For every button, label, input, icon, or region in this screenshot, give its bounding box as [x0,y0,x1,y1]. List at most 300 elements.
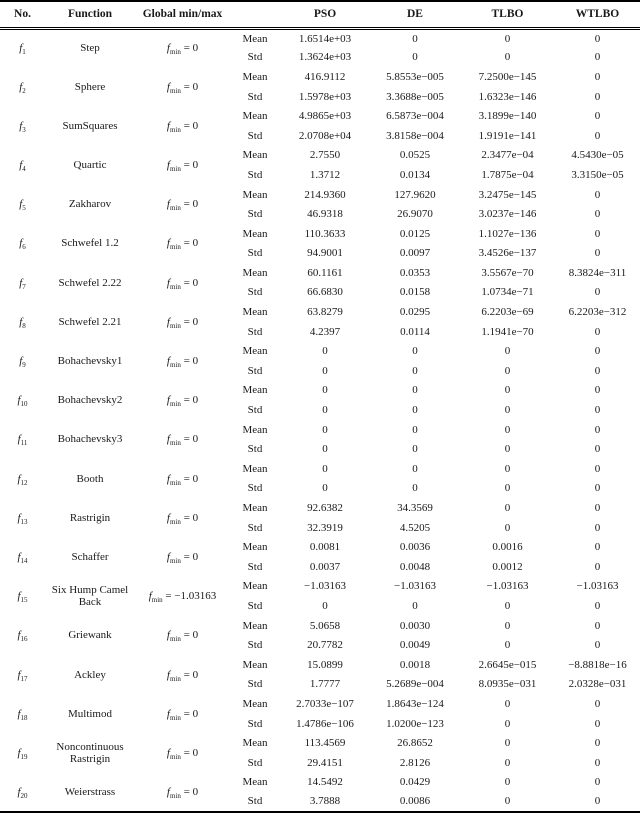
value-cell: 0 [594,737,601,750]
value-cell: 113.4569 [304,737,346,750]
function-name: Step [80,42,100,55]
global-min-value: $f_{min} = 0$ [166,198,199,213]
function-symbol: f [166,80,170,93]
stat-label-std: Std [247,51,263,64]
value-cell: 32.3919 [307,521,343,534]
value-cell: 3.3688e−005 [386,90,444,103]
function-name: SumSquares [62,119,118,132]
function-name: Schaffer [71,550,109,563]
function-symbol: f [19,198,23,211]
value-cell: 0.0114 [400,325,430,338]
function-symbol: f [166,355,170,368]
function-symbol: f [166,198,170,211]
col-header-tlbo: TLBO [460,1,555,28]
global-min-value: $f_{min} = 0$ [166,315,199,331]
value-cell: 15.0899 [307,658,343,671]
subscript: min [169,400,181,409]
stat-label-mean: Mean [242,423,268,436]
value-cell: 26.8652 [397,737,433,750]
function-name: Rastrigin [69,511,111,524]
stat-label-std: Std [247,756,263,769]
stat-label-std: Std [247,560,263,573]
table-row-mean [0,106,640,126]
value-cell: 0.0429 [399,776,431,789]
stat-label-mean: Mean [242,697,268,710]
function-symbol: f [166,746,170,759]
value-cell: 0.0097 [399,247,431,260]
value-cell: 0 [412,423,418,436]
global-min-value: $f_{min} = 0$ [166,237,199,252]
subscript: 13 [20,517,28,526]
subscript: min [169,557,181,566]
function-symbol: f [19,119,23,132]
value-cell: 0 [504,776,511,789]
value-cell: 0 [594,443,601,456]
value-cell: 0 [594,599,601,612]
value-cell: 3.5567e−70 [481,266,534,279]
value-cell: 3.4526e−137 [478,247,537,260]
function-symbol: f [166,276,170,289]
stat-label-mean: Mean [242,502,268,514]
function-name: Schwefel 1.2 [61,237,119,250]
function-symbol: f [166,550,170,563]
col-header-stat [230,1,280,28]
function-symbol: f [19,237,23,250]
subscript: 2 [22,86,26,95]
subscript: min [169,204,181,213]
value-cell: 0.0353 [399,266,431,279]
subscript: 6 [22,243,26,252]
value-cell: 1.3712 [309,168,341,181]
value-cell: 0.0086 [399,795,431,808]
stat-label-mean: Mean [242,462,268,475]
header-row [0,1,640,28]
value-cell: 5.8553e−005 [386,70,444,83]
table-row-mean [0,655,640,675]
function-symbol: f [19,80,23,93]
value-cell: 1.7875e−04 [481,168,534,181]
value-cell: 1.8643e−124 [386,697,444,710]
function-symbol: f [166,315,170,328]
table-row-mean [0,537,640,557]
table-body [0,28,640,812]
value-cell: 0 [504,423,511,436]
subscript: min [169,282,181,291]
stat-label-mean: Mean [242,345,268,358]
function-symbol: f [17,707,21,720]
function-number [0,537,45,576]
value-cell: 0 [504,482,511,495]
value-cell: 1.6323e−146 [478,90,537,103]
value-cell: 0 [504,737,511,750]
value-cell: 0 [504,345,511,358]
subscript: 5 [22,204,26,213]
value-cell: 0 [412,462,418,475]
value-cell: 2.8126 [399,756,431,769]
value-cell: 0 [412,51,418,64]
value-cell: 0 [504,599,511,612]
function-symbol: f [17,550,21,563]
table-row-mean [0,146,640,166]
col-header-function: Function [45,1,135,28]
function-number [0,498,45,537]
stat-label-mean: Mean [242,619,268,632]
value-cell: 0 [594,756,601,769]
function-symbol: f [166,472,170,485]
value-cell: 2.7550 [309,149,341,162]
value-cell: 29.4151 [307,756,343,769]
value-cell: 0 [322,423,328,436]
value-cell: 416.9112 [304,70,346,83]
value-cell: 0 [504,756,511,769]
value-cell: 0 [594,697,601,710]
value-cell: 0 [504,639,511,652]
stat-label-std: Std [247,639,263,652]
stat-label-std: Std [247,404,263,417]
function-number [0,773,45,812]
global-min-value: $f_{min} = 0$ [166,394,199,409]
subscript: 3 [22,126,26,135]
value-cell: 94.9001 [307,247,343,260]
global-min-value: $f_{min} = 0$ [166,119,199,135]
function-number [0,263,45,302]
subscript: 8 [22,322,26,331]
value-cell: 8.3824e−311 [568,266,627,279]
table-row-mean [0,185,640,205]
global-min-value: $f_{min} = 0$ [166,511,199,526]
value-cell: 3.8158e−004 [386,129,444,142]
function-name: Booth [76,472,104,485]
function-number [0,616,45,655]
function-symbol: f [166,237,170,250]
value-cell: 0 [504,404,511,417]
value-cell: 0.0016 [492,541,523,554]
subscript: min [151,596,163,605]
stat-label-mean: Mean [242,110,268,123]
stat-label-mean: Mean [242,32,268,45]
subscript: 17 [20,674,28,683]
stat-label-std: Std [247,795,263,808]
value-cell: 0 [504,521,511,534]
function-symbol: f [166,629,170,642]
function-number [0,342,45,381]
value-cell: 0 [504,462,511,475]
value-cell: 0.0049 [399,639,431,652]
value-cell: 0 [594,247,601,260]
function-symbol: f [17,433,21,446]
function-number [0,302,45,341]
value-cell: 3.1899e−140 [478,110,537,123]
stat-label-std: Std [247,364,263,377]
subscript: 11 [20,439,28,448]
value-cell: 0 [504,384,511,397]
value-cell: 2.0708e+04 [298,129,352,142]
value-cell: −1.03163 [304,580,346,593]
value-cell: 0 [594,717,601,730]
value-cell: 0 [594,639,601,652]
function-name: Quartic [73,159,107,172]
function-number [0,655,45,694]
value-cell: 0.0525 [399,149,431,162]
value-cell: 0 [412,599,418,612]
global-min-value: $f_{min} = 0$ [166,472,199,487]
table-row-mean [0,694,640,714]
value-cell: 0 [322,364,328,377]
subscript: min [169,322,181,331]
value-cell: 0 [412,32,418,45]
function-symbol: f [166,707,170,720]
value-cell: 1.4786e−106 [296,717,354,730]
subscript: min [169,753,181,762]
value-cell: 1.9191e−141 [478,129,537,142]
global-min-value: $f_{min} = 0$ [166,668,199,683]
subscript: min [169,713,181,722]
subscript: 15 [20,596,28,605]
function-name: Ackley [74,668,106,681]
value-cell: 34.3569 [397,502,433,514]
value-cell: 127.9620 [394,188,436,201]
value-cell: 0 [594,345,601,358]
table-row-mean [0,498,640,518]
value-cell: 60.1161 [307,266,343,279]
value-cell: 0 [594,795,601,808]
value-cell: 2.7033e−107 [296,697,354,710]
subscript: min [169,126,181,135]
function-name: Six Hump Camel Back [51,584,129,609]
function-symbol: f [148,590,152,603]
table-row-mean [0,302,640,322]
global-min-value: $f_{min} = 0$ [166,550,199,566]
value-cell: 0 [504,32,511,45]
value-cell: 1.1941e−70 [481,325,534,338]
value-cell: 4.9865e+03 [298,110,352,123]
value-cell: 0 [322,384,328,397]
function-name: Bohachevsky3 [57,433,123,446]
value-cell: 0 [504,697,511,710]
subscript: 7 [22,282,26,291]
table-row-mean [0,577,640,597]
function-name: Bohachevsky1 [57,355,123,368]
value-cell: 0 [504,51,511,64]
subscript: min [169,635,181,644]
value-cell: 0 [412,482,418,495]
function-symbol: f [166,119,170,132]
subscript: 4 [22,165,26,174]
function-name: Zakharov [68,198,112,211]
function-symbol: f [19,159,23,172]
value-cell: 0.0134 [399,168,431,181]
stat-label-mean: Mean [242,737,268,750]
value-cell: 3.7888 [309,795,341,808]
value-cell: 0 [594,776,601,789]
stat-label-std: Std [247,599,263,612]
value-cell: 7.2500e−145 [478,70,537,83]
value-cell: 0 [594,286,601,299]
function-symbol: f [166,42,170,55]
function-name: Bohachevsky2 [57,394,123,407]
global-min-value: $f_{min} = 0$ [166,276,199,291]
value-cell: 2.6645e−015 [478,658,537,671]
global-min-value: $f_{min} = 0$ [166,42,199,57]
value-cell: 5.0658 [309,619,341,632]
function-symbol: f [166,668,170,681]
subscript: 1 [22,48,26,57]
value-cell: 26.9070 [397,208,433,221]
function-symbol: f [17,472,21,485]
function-name: Weierstrass [64,785,116,798]
col-header-no: No. [0,1,45,28]
subscript: 12 [20,478,28,487]
stat-label-mean: Mean [242,70,268,83]
function-number [0,28,45,67]
value-cell: 0 [412,364,418,377]
value-cell: 0.0158 [399,286,431,299]
subscript: min [169,791,181,800]
function-name: Multimod [67,707,112,720]
value-cell: 1.6514e+03 [298,32,352,45]
value-cell: 0 [322,482,328,495]
subscript: min [169,674,181,683]
value-cell: 1.0200e−123 [386,717,444,730]
value-cell: 0 [594,129,601,142]
stat-label-std: Std [247,717,263,730]
global-min-value: $f_{min} = 0$ [166,746,199,762]
table-row-mean [0,459,640,479]
stat-label-std: Std [247,90,263,103]
value-cell: 0 [504,619,511,632]
value-cell: 1.7777 [309,678,341,691]
subscript: min [169,478,181,487]
value-cell: 0.0012 [492,560,523,573]
value-cell: 0.0030 [399,619,431,632]
stat-label-std: Std [247,521,263,534]
global-min-value: $f_{min} = 0$ [166,629,199,644]
function-number [0,381,45,420]
subscript: 10 [20,400,28,409]
table-row-mean [0,67,640,87]
stat-label-mean: Mean [242,188,268,201]
subscript: min [169,48,181,57]
value-cell: 0 [322,599,328,612]
value-cell: 0 [594,521,601,534]
function-number [0,106,45,145]
value-cell: 0 [594,32,601,45]
value-cell: 63.8279 [307,306,343,319]
value-cell: 4.5205 [399,521,431,534]
stat-label-std: Std [247,168,263,181]
stat-label-mean: Mean [242,266,268,279]
function-number [0,146,45,185]
subscript: 20 [20,791,28,800]
value-cell: 0 [504,502,511,514]
function-number [0,459,45,498]
function-number [0,694,45,733]
value-cell: 0.0037 [309,560,341,573]
value-cell: 214.9360 [304,188,346,201]
function-name: Schwefel 2.22 [58,276,122,289]
value-cell: 6.5873e−004 [386,110,444,123]
function-number [0,185,45,224]
function-symbol: f [17,511,21,524]
function-name: Noncontinuous Rastrigin [56,740,124,765]
value-cell: 5.2689e−004 [386,678,444,691]
value-cell: 2.3477e−04 [481,149,534,162]
function-name: Schwefel 2.21 [58,315,122,328]
value-cell: 0.0295 [399,306,431,319]
value-cell: 0 [594,110,601,123]
subscript: min [169,243,181,252]
value-cell: 3.3150e−05 [571,168,624,181]
stat-label-mean: Mean [242,776,268,789]
value-cell: 0 [594,51,601,64]
stat-label-std: Std [247,443,263,456]
function-number [0,420,45,459]
function-symbol: f [19,42,23,55]
function-symbol: f [17,629,21,642]
stat-label-mean: Mean [242,384,268,397]
value-cell: −8.8818e−16 [568,658,627,671]
table-row-mean [0,733,640,753]
value-cell: 0 [594,325,601,338]
value-cell: 14.5492 [307,776,343,789]
col-header-pso: PSO [280,1,370,28]
table-row-mean [0,342,640,362]
table-row-mean [0,773,640,793]
global-min-value: $f_{min} = 0$ [166,355,199,370]
value-cell: −1.03163 [486,580,529,593]
value-cell: 0 [594,90,601,103]
table-row-mean [0,28,640,48]
function-number [0,733,45,772]
value-cell: 0 [412,384,418,397]
subscript: 19 [20,753,28,762]
table-row-mean [0,263,640,283]
stat-label-mean: Mean [242,541,268,554]
function-symbol: f [19,355,23,368]
function-name: Sphere [74,80,106,93]
value-cell: 0.0036 [399,541,431,554]
col-header-de: DE [370,1,460,28]
value-cell: 110.3633 [304,227,346,240]
function-number [0,577,45,616]
value-cell: 0 [322,404,328,417]
value-cell: 0.0018 [399,658,431,671]
subscript: 14 [20,557,28,566]
function-number [0,67,45,106]
value-cell: 0 [594,364,601,377]
function-symbol: f [19,276,23,289]
function-number [0,224,45,263]
table-row-mean [0,224,640,244]
value-cell: 0 [594,502,601,514]
function-symbol: f [166,394,170,407]
stat-label-mean: Mean [242,580,268,593]
value-cell: 0 [594,188,601,201]
value-cell: 4.2397 [309,325,341,338]
function-symbol: f [166,511,170,524]
value-cell: 0 [594,423,601,436]
value-cell: 20.7782 [307,639,343,652]
function-symbol: f [166,433,170,446]
subscript: 9 [22,361,26,370]
stat-label-mean: Mean [242,149,268,162]
function-name: Griewank [68,629,112,642]
value-cell: 66.6830 [307,286,343,299]
col-header-wtlbo: WTLBO [555,1,640,28]
stat-label-std: Std [247,247,263,260]
value-cell: 0 [412,404,418,417]
value-cell: 8.0935e−031 [478,678,537,691]
